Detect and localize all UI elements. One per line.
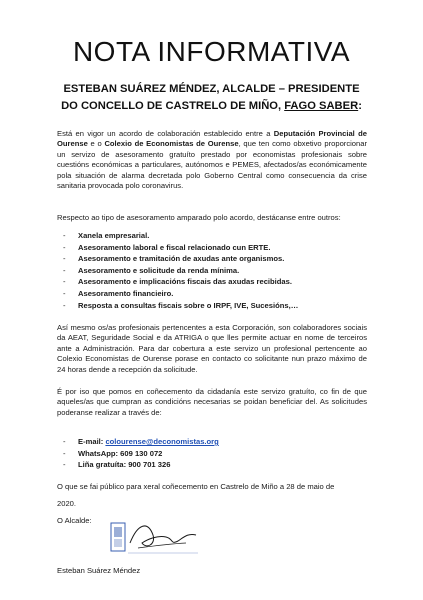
page-title: NOTA INFORMATIVA bbox=[72, 36, 351, 67]
service-label: Asesoramento laboral e fiscal relacionado cun ERTE. bbox=[78, 242, 271, 252]
list-item bbox=[63, 230, 363, 242]
request-paragraph: É por iso que pomos en coñecemento da cidadanía este servizo gratuíto, co fin de que aqueles/as que cumpran as condicións necesarias se poidan beneficiar del. As solicitudes poderanse realizar a través de: bbox=[57, 387, 367, 417]
intro-paragraph bbox=[57, 129, 367, 191]
list-dash: - bbox=[63, 265, 66, 275]
deputacion-name: Deputación Provincial de Ourense bbox=[57, 129, 367, 149]
list-item bbox=[63, 436, 363, 448]
subtitle-prefix: DO CONCELLO DE CASTRELO DE MIÑO, bbox=[61, 100, 285, 112]
list-dash: - bbox=[63, 277, 66, 287]
subtitle-line-2 bbox=[0, 100, 423, 112]
list-dash: - bbox=[63, 254, 66, 264]
colexio-name: Colexio de Economistas de Ourense bbox=[104, 139, 239, 149]
service-label: Asesoramento e solicitude da renda mínima. bbox=[78, 265, 240, 275]
list-dash: - bbox=[63, 460, 66, 470]
list-dash: - bbox=[63, 288, 66, 298]
signature-stamp-icon bbox=[108, 513, 218, 568]
service-label: Asesoramento financieiro. bbox=[78, 288, 174, 298]
services-list bbox=[63, 230, 363, 311]
closing-year: 2020. bbox=[57, 499, 77, 508]
signoff-label: O Alcalde: bbox=[57, 516, 92, 525]
list-dash: - bbox=[63, 437, 66, 446]
service-label: Resposta a consultas fiscais sobre o IRPF, IVE, Sucesións,… bbox=[78, 300, 299, 310]
collaborators-paragraph: Así mesmo os/as profesionais pertencentes a esta Corporación, son colaboradores sociais da AEAT, Seguridade Social e da ATRIGA o que lles permite actuar en nome de terceiros ante a Administración. Para dar cobertura a este servizo un profesional pertencente ao Colexio Economistas de Ourense porase en contacto co solicitante nun prazo máximo de 24 horas dende a recepción da solicitude. bbox=[57, 323, 367, 374]
list-item bbox=[63, 288, 363, 300]
list-dash: - bbox=[63, 300, 66, 310]
list-dash: - bbox=[63, 242, 66, 252]
list-item bbox=[63, 448, 363, 460]
list-item bbox=[63, 300, 363, 312]
list-item bbox=[63, 265, 363, 277]
closing-paragraph: O que se fai público para xeral coñecemento en Castrelo de Miño a 28 de maio de bbox=[57, 482, 335, 491]
subtitle-suffix: : bbox=[358, 100, 362, 112]
service-label: Asesoramento e tramitación de axudas ante organismos. bbox=[78, 254, 285, 264]
list-item bbox=[63, 276, 363, 288]
contacts-list bbox=[63, 436, 363, 471]
email-link[interactable]: colourense@deconomistas.org bbox=[105, 437, 219, 446]
list-dash: - bbox=[63, 231, 66, 240]
services-intro: Respecto ao tipo de asesoramento amparado polo acordo, destácanse entre outros: bbox=[57, 213, 341, 222]
list-item bbox=[63, 253, 363, 265]
intro-text-3: , que ten como obxetivo proporcionar un servizo de asesoramento gratuíto prestado por economistas profesionais sobre cuestións económicas a particulares, autónomos e PEMES, afectados/as económicamente pola situación de alarma decretada polo Goberno Central como consecuencia da crise sanitaria provocada polo coronavirus. bbox=[57, 139, 367, 191]
signer-name: Esteban Suárez Méndez bbox=[57, 566, 141, 575]
service-label: Xanela empresarial. bbox=[78, 231, 150, 240]
email-label: E-mail: bbox=[78, 437, 106, 446]
list-item bbox=[63, 459, 363, 471]
list-item bbox=[63, 242, 363, 254]
fago-saber: FAGO SABER bbox=[284, 100, 359, 112]
service-label: Asesoramento e implicacións fiscais das axudas recibidas. bbox=[78, 277, 292, 287]
list-dash: - bbox=[63, 448, 66, 458]
contact-phone: Liña gratuíta: 900 701 326 bbox=[78, 460, 171, 470]
intro-text-1: Está en vigor un acordo de colaboración establecido entre a bbox=[57, 129, 274, 138]
contact-email bbox=[78, 436, 219, 448]
intro-text-2: e o bbox=[87, 139, 105, 149]
contact-whatsapp: WhatsApp: 609 130 072 bbox=[78, 448, 163, 458]
subtitle-line-1: ESTEBAN SUÁREZ MÉNDEZ, ALCALDE – PRESIDENTE bbox=[63, 83, 360, 95]
